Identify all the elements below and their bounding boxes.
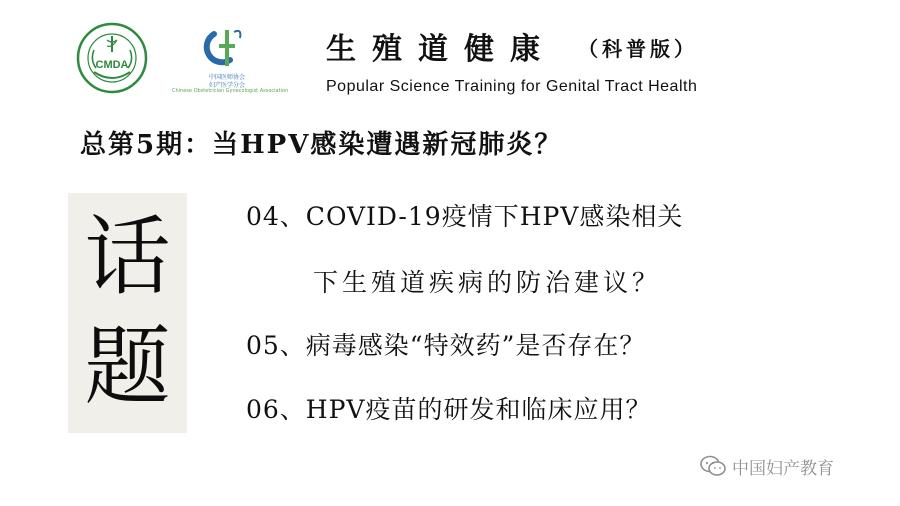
topic-item-05: 05、病毒感染“特效药”是否存在？ [246,331,646,360]
title-cn: 生殖道健康 [326,32,556,67]
watermark [700,452,834,480]
cmda-logo [76,22,148,94]
logo-subtitle-cn-2: 妇产医学分会 [208,82,245,89]
watermark-text: 中国妇产教育 [732,458,834,479]
topic-item-04-line2: 下生殖道疾病的防治建议？ [313,268,662,297]
topic-char-1: 话 [84,207,171,307]
association-logo [172,22,289,98]
title-en: Popular Science Training for Genital Tract Health [326,78,698,95]
topic-item-04: 04、COVID-19疫情下HPV感染相关 [246,202,684,231]
logo-subtitle-en: Chinese Obstetrician Gynecologist Association [172,88,289,94]
wechat-icon [700,455,726,477]
title-cn-edition: （科普版） [578,37,698,61]
cmda-logo-text: CMDA [95,59,129,71]
topic-item-06: 06、HPV疫苗的研发和临床应用？ [246,395,652,424]
logo-subtitle-cn-1: 中国医师协会 [208,74,245,81]
topic-box [68,193,187,433]
issue-title: 总第5期：当HPV感染遭遇新冠肺炎？ [80,130,563,160]
topic-char-2: 题 [84,317,171,417]
